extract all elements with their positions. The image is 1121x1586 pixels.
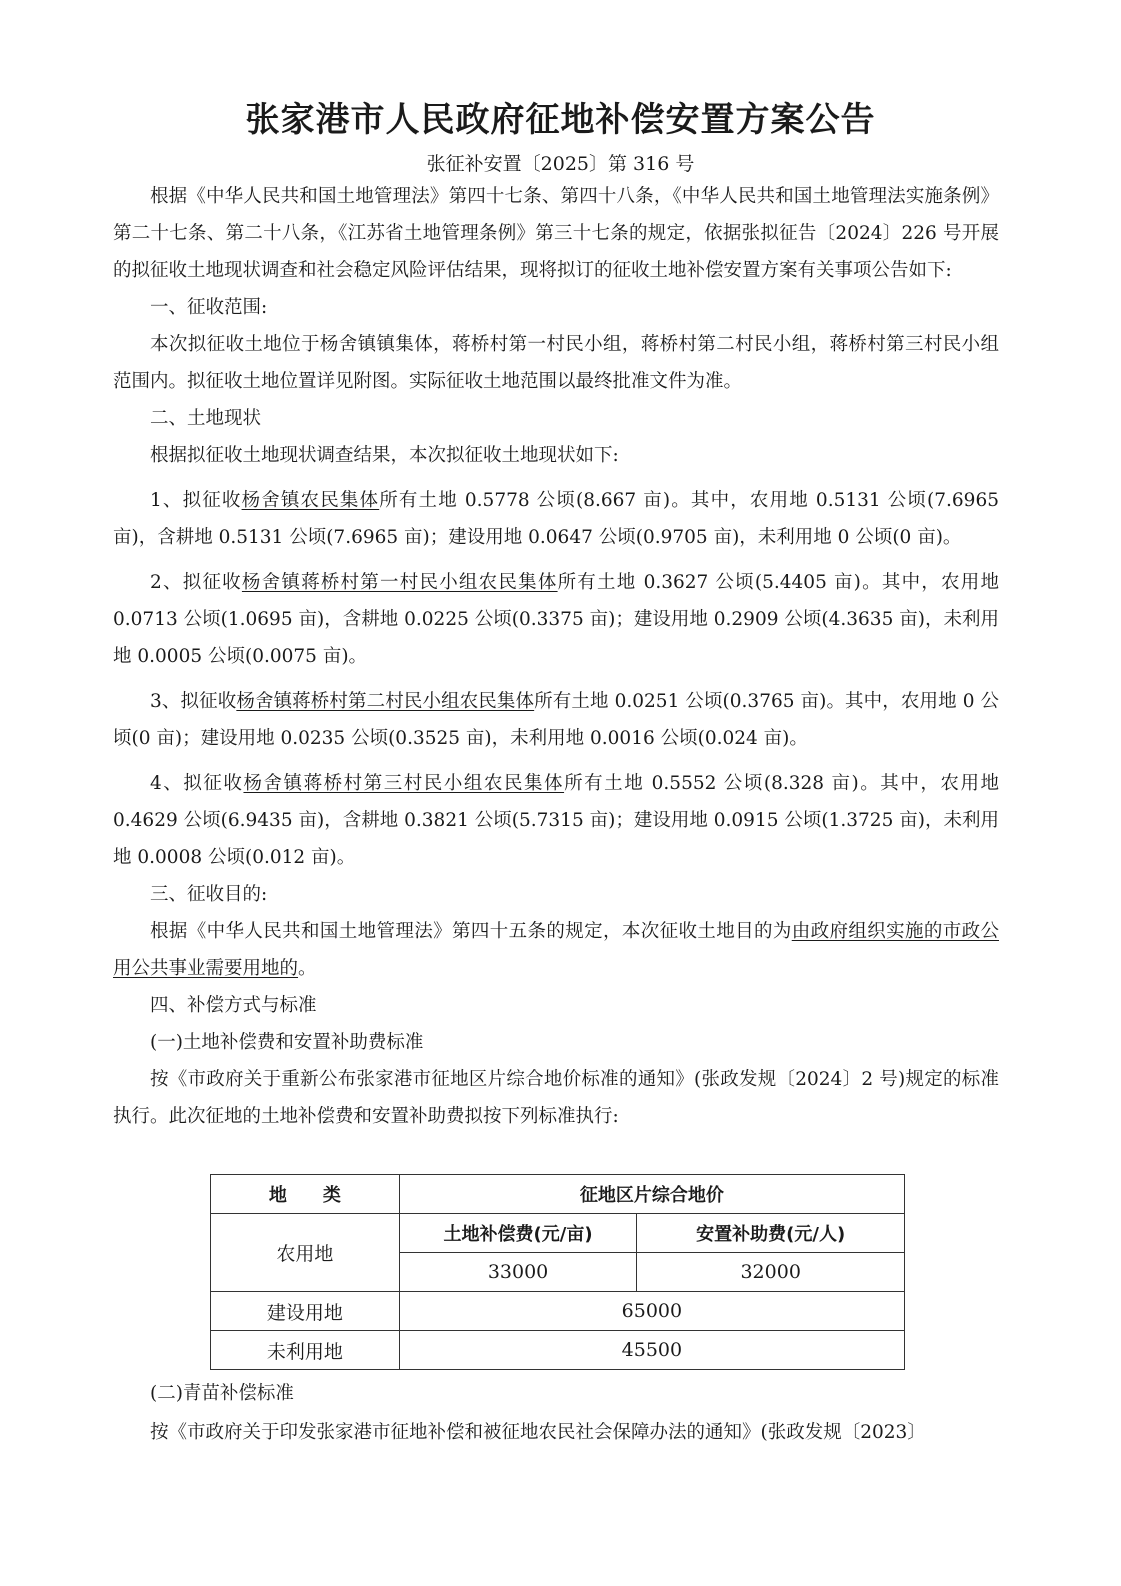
- document-body: [113, 178, 999, 1135]
- status-item-1: 1、拟征收杨舍镇农民集体所有土地 0.5778 公顷(8.667 亩)。其中，农用地 0.5131 公顷(7.6965 亩)，含耕地 0.5131 公顷(7.6965 亩)；建设用地 0.0647 公顷(0.9705 亩)，未利用地 0 公顷(0 亩)。: [113, 490, 999, 548]
- owner-name: 杨舍镇蒋桥村第三村民小组农民集体: [243, 773, 565, 794]
- row-label-construction: 建设用地: [211, 1292, 400, 1331]
- scope-heading: 一、征收范围:: [150, 297, 268, 318]
- purpose-underlined: 由政府组织实施的市政公用公共事业需要用地的: [113, 921, 999, 979]
- status-item-3: 3、拟征收杨舍镇蒋桥村第二村民小组农民集体所有土地 0.0251 公顷(0.3765 亩)。其中，农用地 0 公顷(0 亩)；建设用地 0.0235 公顷(0.3525 亩)，未利用地 0.0016 公顷(0.024 亩)。: [113, 691, 999, 749]
- status-item-2: 2、拟征收杨舍镇蒋桥村第一村民小组农民集体所有土地 0.3627 公顷(5.4405 亩)。其中，农用地 0.0713 公顷(1.0695 亩)，含耕地 0.0225 公顷(0.3375 亩)；建设用地 0.2909 公顷(4.3635 亩)，未利用地 0.0005 公顷(0.0075 亩)。: [113, 572, 999, 667]
- row-label-unused: 未利用地: [211, 1331, 400, 1370]
- purpose-heading: 三、征收目的:: [150, 884, 268, 905]
- document-tail: [113, 1374, 999, 1452]
- owner-name: 杨舍镇蒋桥村第二村民小组农民集体: [236, 691, 535, 712]
- compensation-heading: 四、补偿方式与标准: [150, 995, 317, 1016]
- header-price: 征地区片综合地价: [399, 1175, 904, 1214]
- compensation-subheading-1: (一)土地补偿费和安置补助费标准: [150, 1032, 424, 1053]
- compensation-paragraph: 按《市政府关于重新公布张家港市征地区片综合地价标准的通知》(张政发规〔2024〕2 号)规定的标准执行。此次征地的土地补偿费和安置补助费拟按下列标准执行:: [113, 1069, 999, 1127]
- status-heading: 二、土地现状: [150, 408, 262, 429]
- header-land-type: 地 类: [211, 1175, 400, 1214]
- scope-paragraph: 本次拟征收土地位于杨舍镇镇集体，蒋桥村第一村民小组，蒋桥村第二村民小组，蒋桥村第三村民小组范围内。拟征收土地位置详见附图。实际征收土地范围以最终批准文件为准。: [113, 334, 999, 392]
- header-land-comp: 土地补偿费(元/亩): [399, 1214, 637, 1253]
- status-intro: 根据拟征收土地现状调查结果，本次拟征收土地现状如下:: [150, 445, 619, 466]
- fee-standard-table: [210, 1174, 905, 1370]
- purpose-paragraph: 根据《中华人民共和国土地管理法》第四十五条的规定，本次征收土地目的为由政府组织实施的市政公用公共事业需要用地的。: [113, 921, 999, 979]
- document-number: 张征补安置〔2025〕第 316 号: [426, 153, 695, 175]
- cell-farm-resettle: 32000: [637, 1253, 905, 1292]
- row-label-farm: 农用地: [211, 1214, 400, 1292]
- compensation-paragraph-2: 按《市政府关于印发张家港市征地补偿和被征地农民社会保障办法的通知》(张政发规〔2023〕: [150, 1422, 926, 1443]
- page-title: 张家港市人民政府征地补偿安置方案公告: [245, 100, 876, 140]
- intro-paragraph: 根据《中华人民共和国土地管理法》第四十七条、第四十八条，《中华人民共和国土地管理法实施条例》第二十七条、第二十八条，《江苏省土地管理条例》第三十七条的规定，依据张拟征告〔2024〕226 号开展的拟征收土地现状调查和社会稳定风险评估结果，现将拟订的征收土地补偿安置方案有关事项公告如下:: [113, 186, 999, 281]
- header-resettle: 安置补助费(元/人): [637, 1214, 905, 1253]
- cell-farm-land-comp: 33000: [399, 1253, 637, 1292]
- owner-name: 杨舍镇农民集体: [241, 490, 380, 511]
- cell-construction-value: 65000: [399, 1292, 904, 1331]
- owner-name: 杨舍镇蒋桥村第一村民小组农民集体: [241, 572, 558, 593]
- cell-unused-value: 45500: [399, 1331, 904, 1370]
- status-item-4: 4、拟征收杨舍镇蒋桥村第三村民小组农民集体所有土地 0.5552 公顷(8.328 亩)。其中，农用地 0.4629 公顷(6.9435 亩)，含耕地 0.3821 公顷(5.7315 亩)；建设用地 0.0915 公顷(1.3725 亩)，未利用地 0.0008 公顷(0.012 亩)。: [113, 773, 999, 868]
- compensation-subheading-2: (二)青苗补偿标准: [150, 1383, 294, 1404]
